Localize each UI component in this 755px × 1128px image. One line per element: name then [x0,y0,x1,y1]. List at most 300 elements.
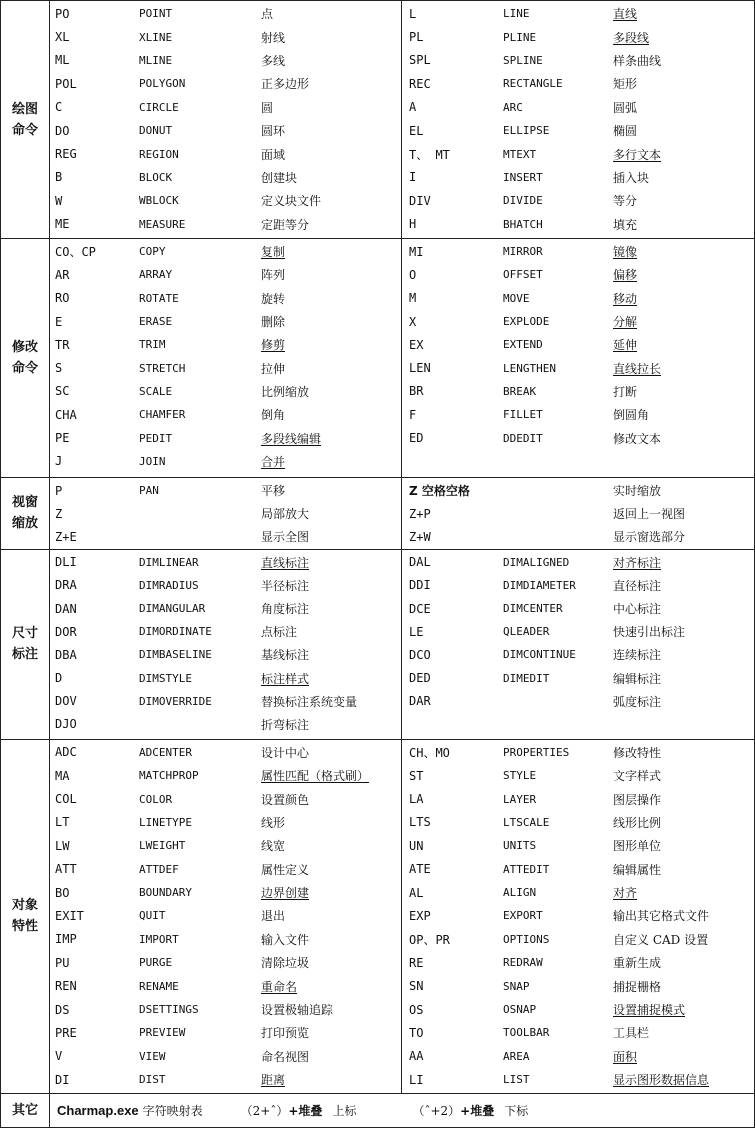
command-abbreviation: ME [55,217,70,232]
command-row [402,263,754,286]
command-row [50,119,401,142]
command-description: 重命名 [261,979,298,994]
command-row [402,479,754,502]
section-row-other [1,1093,755,1127]
command-row [50,741,401,764]
command-name: OSNAP [503,1003,537,1017]
command-name: PREVIEW [139,1026,186,1040]
command-row [50,928,401,951]
command-description: 图形单位 [613,839,662,854]
command-description: 延伸 [613,338,638,353]
command-abbreviation: X [409,314,417,329]
command-name: JOIN [139,454,166,468]
section-row-dimension [1,549,755,739]
subscript-stack: +堆叠 [460,1103,495,1118]
command-description: 射线 [261,30,286,45]
command-abbreviation: POL [55,76,77,91]
command-row [402,811,754,834]
command-row [402,287,754,310]
command-abbreviation: DIV [409,193,431,208]
command-description: 直线 [613,7,638,22]
command-name: STYLE [503,769,537,783]
section-row-drawing [1,1,755,239]
category-drawing [1,1,50,239]
command-abbreviation: DS [55,1002,70,1017]
command-description: 矩形 [613,77,638,92]
command-description: 对齐标注 [613,555,662,570]
command-row [50,310,401,333]
command-abbreviation: DLI [55,555,77,570]
command-row [50,142,401,165]
command-description: 分解 [613,315,638,330]
command-name: DIMALIGNED [503,555,570,569]
command-description: 平移 [261,484,286,499]
command-row [402,213,754,236]
command-row [402,380,754,403]
command-row [402,858,754,881]
command-row [402,597,754,620]
command-description: 圆环 [261,124,286,139]
command-name: DIMOVERRIDE [139,694,212,708]
command-description: 设置颜色 [261,792,310,807]
category-label: 尺寸 [11,626,38,642]
command-row [402,881,754,904]
command-description: 点 [261,7,274,22]
command-description: 修改文本 [613,431,662,446]
command-name: BLOCK [139,170,173,184]
command-abbreviation: ATE [409,862,431,877]
command-row [50,213,401,236]
command-description: 点标注 [261,625,298,640]
command-row [402,310,754,333]
command-row [402,643,754,666]
command-description: 阵列 [261,268,286,283]
command-row [402,1021,754,1044]
command-abbreviation: MI [409,244,424,259]
command-name: POLYGON [139,77,186,91]
command-abbreviation: P [55,483,63,498]
command-name: STRETCH [139,361,186,375]
command-description: 拉伸 [261,361,286,376]
command-name: BREAK [503,384,537,398]
command-row [50,834,401,857]
command-name: UNITS [503,839,537,853]
command-abbreviation: OP、PR [409,932,450,947]
command-abbreviation: DCE [409,601,431,616]
command-abbreviation: ATT [55,862,77,877]
command-name: ERASE [139,315,173,329]
command-abbreviation: L [409,6,417,21]
command-row [50,690,401,713]
command-description: 删除 [261,315,286,330]
command-description: 命名视图 [261,1049,310,1064]
command-name: CHAMFER [139,408,186,422]
command-abbreviation: J [55,454,63,469]
command-abbreviation: B [55,170,63,185]
command-name: ADCENTER [139,745,192,759]
command-name: PEDIT [139,431,173,445]
command-abbreviation: AL [409,885,424,900]
command-name: PURGE [139,956,173,970]
command-abbreviation: V [55,1049,63,1064]
command-description: 线形 [261,815,286,830]
command-name: DIMANGULAR [139,602,206,616]
command-row [402,667,754,690]
command-name: DIMDIAMETER [503,578,576,592]
command-name: LIST [503,1073,530,1087]
command-description: 设计中心 [261,745,310,760]
command-description: 属性匹配（格式刷） [261,769,370,784]
command-name: LINE [503,7,530,21]
category-dimension [1,549,50,739]
command-name: COLOR [139,792,173,806]
command-abbreviation: DAN [55,601,77,616]
command-abbreviation: DI [55,1072,70,1087]
command-description: 圆弧 [613,100,638,115]
command-description: 样条曲线 [613,53,662,68]
command-description: 中心标注 [613,602,662,617]
command-abbreviation: DOR [55,624,77,639]
command-row [50,450,401,473]
command-row [402,72,754,95]
command-abbreviation: REC [409,76,431,91]
category-label: 命令 [11,361,38,376]
command-name: DIMBASELINE [139,648,212,662]
command-abbreviation: PE [55,431,70,446]
command-description: 实时缩放 [613,484,662,499]
command-name: MIRROR [503,245,543,259]
command-abbreviation: E [55,314,63,329]
command-abbreviation: T、 MT [409,147,450,162]
command-row [50,881,401,904]
command-row [402,974,754,997]
command-name: AREA [503,1049,530,1063]
command-abbreviation: DCO [409,647,431,662]
command-row [402,998,754,1021]
command-abbreviation: REN [55,979,77,994]
command-description: 定义块文件 [261,194,322,209]
command-description: 设置极轴追踪 [261,1003,334,1018]
command-description: 局部放大 [261,507,310,522]
command-row [402,189,754,212]
command-abbreviation: EL [409,123,424,138]
command-abbreviation: TR [55,337,70,352]
command-description: 多段线编辑 [261,431,322,446]
command-description: 距离 [261,1073,286,1088]
command-abbreviation: LEN [409,361,431,376]
command-row [50,951,401,974]
command-row [402,403,754,426]
command-description: 文字样式 [613,769,662,784]
command-description: 直线标注 [261,555,310,570]
command-name: EXPLODE [503,315,550,329]
command-description: 显示图形数据信息 [613,1073,710,1088]
command-row [50,643,401,666]
command-abbreviation: A [409,100,417,115]
command-name: ROTATE [139,291,179,305]
command-name: TOOLBAR [503,1026,550,1040]
left-column [50,478,402,550]
command-description: 插入块 [613,170,650,185]
command-name: PLINE [503,30,537,44]
command-abbreviation: PRE [55,1025,77,1040]
charmap-command: Charmap.exe [57,1102,139,1118]
command-name: DIMRADIUS [139,578,199,592]
command-description: 退出 [261,909,286,924]
command-abbreviation: EXP [409,908,431,923]
command-name: REGION [139,147,179,161]
command-name: RECTANGLE [503,77,563,91]
command-description: 工具栏 [613,1026,650,1041]
command-row [402,787,754,810]
command-row [50,2,401,25]
command-description: 折弯标注 [261,717,310,732]
section-row-properties [1,739,755,1093]
command-name: DONUT [139,124,173,138]
command-abbreviation: BO [55,885,70,900]
command-row [50,240,401,263]
category-label: 绘图 [11,101,38,117]
command-description: 直径标注 [613,578,662,593]
category-label: 对象 [11,898,38,914]
command-description: 修改特性 [613,745,662,760]
command-row [402,764,754,787]
command-row [50,502,401,525]
command-row [402,2,754,25]
command-row [402,333,754,356]
command-row [50,403,401,426]
command-description: 比例缩放 [261,384,310,399]
command-description: 直线拉长 [613,361,662,376]
command-description: 显示全图 [261,530,310,545]
command-row [402,834,754,857]
command-description: 椭圆 [613,124,638,139]
command-abbreviation: AA [409,1049,424,1064]
command-name: ATTDEF [139,862,179,876]
command-abbreviation: EX [409,337,424,352]
command-row [50,998,401,1021]
command-name: DIMLINEAR [139,555,199,569]
command-description: 基线标注 [261,648,310,663]
command-description: 打印预览 [261,1026,310,1041]
command-name: EXTEND [503,338,543,352]
command-abbreviation: C [55,100,63,115]
command-row [50,667,401,690]
command-row [50,287,401,310]
command-row [402,1045,754,1068]
command-row [50,189,401,212]
command-description: 面域 [261,147,286,162]
command-name: MATCHPROP [139,769,199,783]
command-row [402,1068,754,1091]
command-abbreviation: LE [409,624,424,639]
superscript-desc: 上标 [332,1103,357,1118]
command-row [402,96,754,119]
section-row-modify [1,239,755,478]
command-row [402,426,754,449]
command-name: EXPORT [503,909,543,923]
command-row [50,1021,401,1044]
command-row [50,620,401,643]
command-name: ARRAY [139,268,173,282]
command-description: 捕捉栅格 [613,979,662,994]
command-row [50,49,401,72]
command-description: 图层操作 [613,792,662,807]
command-description: 打断 [613,384,638,399]
command-description: 弧度标注 [613,694,662,709]
command-row [50,525,401,548]
command-name: OPTIONS [503,932,550,946]
command-description: 合并 [261,454,286,469]
command-name: CIRCLE [139,100,179,114]
command-abbreviation: MA [55,768,70,783]
command-name: VIEW [139,1049,166,1063]
command-description: 边界创建 [261,886,310,901]
command-row [402,904,754,927]
command-abbreviation: ST [409,768,424,783]
command-description: 多行文本 [613,147,662,162]
command-description: 属性定义 [261,862,310,877]
command-name: OFFSET [503,268,543,282]
command-row [402,356,754,379]
superscript-stack: +堆叠 [288,1103,323,1118]
command-name: DIVIDE [503,194,543,208]
command-name: DSETTINGS [139,1003,199,1017]
command-abbreviation: LT [55,815,70,830]
right-column [402,1,755,239]
right-column [402,478,755,550]
command-abbreviation: BR [409,384,424,399]
command-name: XLINE [139,30,173,44]
command-description: 线宽 [261,839,286,854]
command-description: 半径标注 [261,578,310,593]
command-row [50,597,401,620]
command-description: 清除垃圾 [261,956,310,971]
command-name: DIMCENTER [503,602,563,616]
command-name: SNAP [503,979,530,993]
command-abbreviation: TO [409,1025,424,1040]
command-description: 修剪 [261,338,286,353]
superscript-keys: （2+ˆ） [240,1103,289,1118]
command-abbreviation: RO [55,291,70,306]
command-abbreviation: Z [55,506,63,521]
command-name: BHATCH [503,217,543,231]
command-description: 角度标注 [261,602,310,617]
command-row [50,333,401,356]
category-label: 命令 [11,122,38,138]
command-description: 创建块 [261,170,298,185]
command-name: DIMSTYLE [139,671,192,685]
command-abbreviation: O [409,267,417,282]
command-row [402,551,754,574]
command-abbreviation: DBA [55,647,77,662]
command-name: LWEIGHT [139,839,186,853]
command-abbreviation: EXIT [55,908,84,923]
command-row [50,551,401,574]
command-abbreviation: W [55,193,63,208]
command-row [402,928,754,951]
command-description: 多段线 [613,30,650,45]
command-abbreviation: F [409,407,417,422]
command-row [50,166,401,189]
command-row [402,741,754,764]
command-abbreviation: ML [55,53,70,68]
command-description: 偏移 [613,268,638,283]
command-abbreviation: DDI [409,578,431,593]
category-label: 特性 [11,919,38,935]
command-abbreviation: OS [409,1002,424,1017]
command-abbreviation: PO [55,6,70,21]
command-abbreviation: M [409,291,417,306]
category-properties [1,739,50,1093]
command-name: FILLET [503,408,543,422]
command-description: 定距等分 [261,217,310,232]
command-row [50,380,401,403]
command-description: 移动 [613,291,638,306]
command-abbreviation: DED [409,671,431,686]
command-abbreviation: D [55,671,63,686]
command-row [50,479,401,502]
command-name: BOUNDARY [139,886,192,900]
command-abbreviation: CHA [55,407,77,422]
command-description: 等分 [613,194,638,209]
command-name: IMPORT [139,932,179,946]
command-description: 快速引出标注 [613,625,686,640]
command-abbreviation: ADC [55,745,77,760]
command-name: ALIGN [503,886,537,900]
section-row-zoom [1,478,755,550]
command-abbreviation: CO、CP [55,245,96,260]
command-abbreviation: I [409,170,417,185]
command-name: LAYER [503,792,537,806]
command-row [402,142,754,165]
command-row [50,904,401,927]
command-abbreviation: PL [409,30,424,45]
charmap-desc: 字符映射表 [142,1103,203,1118]
command-name: PAN [139,484,159,498]
command-row [50,858,401,881]
command-abbreviation: ED [409,431,424,446]
command-name: TRIM [139,338,166,352]
right-column [402,739,755,1093]
command-abbreviation: LW [55,838,70,853]
command-abbreviation: CH、MO [409,745,450,760]
subscript-keys: （ˆ+2） [412,1103,461,1118]
command-name: QLEADER [503,625,550,639]
command-description: 圆 [261,100,274,115]
command-description: 设置捕捉模式 [613,1003,686,1018]
command-row [50,96,401,119]
command-abbreviation: DAR [409,694,431,709]
left-column [50,1,402,239]
other-cell [50,1093,755,1127]
category-zoom [1,478,50,550]
command-description: 标注样式 [261,671,310,686]
command-row [50,1045,401,1068]
command-name: DIMORDINATE [139,625,212,639]
category-label: 视窗 [11,495,38,511]
command-row [402,25,754,48]
command-abbreviation: S [55,361,63,376]
command-row [50,426,401,449]
command-abbreviation: Z 空格空格 [409,484,470,499]
command-name: ATTEDIT [503,862,550,876]
command-row [402,690,754,713]
command-abbreviation: XL [55,30,70,45]
command-abbreviation: Z+E [55,529,77,544]
command-name: DIMEDIT [503,671,550,685]
left-column [50,239,402,478]
